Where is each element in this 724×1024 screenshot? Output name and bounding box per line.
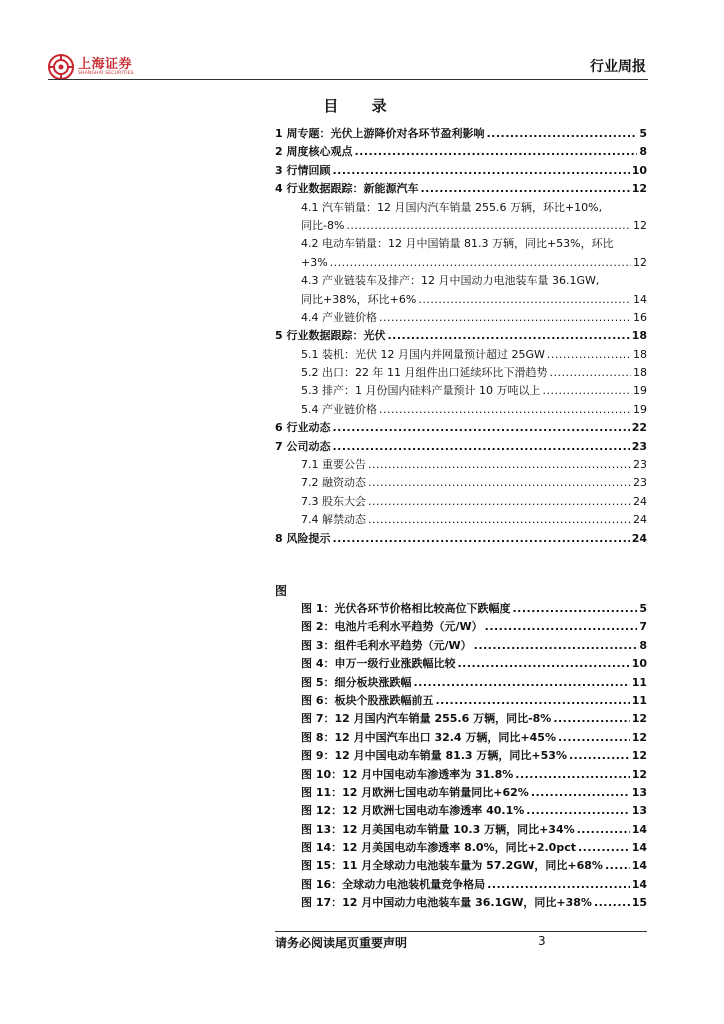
figure-entry[interactable] [275, 710, 647, 728]
leader-dots [379, 309, 631, 327]
leader-dots [512, 600, 637, 618]
figure-entry-page: 8 [639, 638, 647, 652]
toc-entry-title: 5.3 排产：1 月份国内硅料产量预计 10 万吨以上 [301, 384, 541, 398]
toc-entry-page: 18 [633, 347, 647, 361]
toc-entry[interactable] [275, 346, 647, 364]
toc-entry[interactable] [275, 254, 647, 272]
leader-dots [531, 784, 630, 802]
leader-dots [387, 327, 629, 345]
toc-entry[interactable] [275, 438, 647, 456]
page-number: 3 [538, 934, 546, 948]
toc-entry-title: 同比-8% [301, 218, 345, 232]
leader-dots [368, 511, 631, 529]
figure-entry[interactable] [275, 766, 647, 784]
toc-entry[interactable] [275, 327, 647, 345]
figure-entry-title: 图 9：12 月中国电动车销量 81.3 万辆，同比+53% [301, 749, 567, 763]
toc-entry[interactable] [275, 291, 647, 309]
figure-entry-page: 12 [631, 712, 647, 726]
toc-entry-title: 6 行业动态 [275, 421, 331, 435]
leader-dots [553, 710, 629, 728]
toc-entry-title: 5.4 产业链价格 [301, 402, 377, 416]
figure-entry[interactable] [275, 692, 647, 710]
leader-dots [346, 217, 631, 235]
logo-name-en: SHANGHAI SECURITIES [78, 70, 134, 76]
toc-entry[interactable] [275, 143, 647, 161]
toc-entry[interactable] [275, 474, 647, 492]
figure-entry-title: 图 8：12 月中国汽车出口 32.4 万辆，同比+45% [301, 730, 556, 744]
leader-dots [332, 162, 629, 180]
figure-entry[interactable] [275, 729, 647, 747]
figure-entry[interactable] [275, 674, 647, 692]
toc-entry-title: 7.2 融资动态 [301, 476, 366, 490]
toc-entry[interactable] [275, 456, 647, 474]
figure-entry-page: 14 [631, 877, 647, 891]
toc-entry-title: 2 周度核心观点 [275, 145, 353, 159]
toc-entry-title: 4.1 汽车销量：12 月国内汽车销量 255.6 万辆，环比+10%, [301, 200, 603, 214]
figure-entry-page: 14 [631, 859, 647, 873]
logo-emblem-icon [48, 54, 74, 80]
figure-entry-title: 图 1：光伏各环节价格相比较高位下跌幅度 [301, 602, 511, 615]
report-type: 行业周报 [590, 59, 646, 75]
toc-entry-page: 22 [631, 421, 647, 435]
toc-entry-page: 10 [631, 163, 647, 177]
toc-entry-page: 23 [631, 439, 647, 453]
figure-entry[interactable] [275, 600, 647, 618]
toc-entry[interactable] [275, 493, 647, 511]
figure-entry-page: 12 [631, 767, 647, 781]
leader-dots [418, 291, 631, 309]
leader-dots [577, 821, 630, 839]
figure-entry-page: 15 [631, 896, 647, 910]
figure-entry-title: 图 13：12 月美国电动车销量 10.3 万辆，同比+34% [301, 822, 575, 836]
figures-heading: 图 [275, 584, 288, 598]
figure-entry-page: 13 [631, 785, 647, 799]
toc-entry-title: 7.3 股东大会 [301, 494, 366, 508]
toc-entry-title: 4 行业数据跟踪：新能源汽车 [275, 182, 419, 196]
leader-dots [368, 456, 631, 474]
figure-entry-page: 7 [639, 620, 647, 634]
figure-entry-page: 14 [631, 822, 647, 836]
leader-dots [485, 618, 638, 636]
figure-entry-title: 图 10：12 月中国电动车渗透率为 31.8% [301, 767, 514, 781]
toc-entry-page: 23 [633, 458, 647, 472]
leader-dots [542, 382, 631, 400]
toc-entry-title: 5 行业数据跟踪：光伏 [275, 329, 386, 343]
toc-entry[interactable] [275, 235, 647, 253]
figure-entry-page: 5 [639, 602, 647, 615]
leader-dots [594, 894, 630, 912]
leader-dots [330, 254, 631, 272]
footer-disclaimer: 请务必阅读尾页重要声明 [275, 936, 408, 950]
figure-entry-title: 图 17：12 月中国动力电池装车量 36.1GW，同比+38% [301, 896, 592, 910]
toc-entry-page: 24 [633, 513, 647, 527]
leader-dots [526, 802, 629, 820]
figure-entry-title: 图 11：12 月欧洲七国电动车销量同比+62% [301, 785, 529, 799]
leader-dots [379, 401, 631, 419]
toc-entry-page: 18 [631, 329, 647, 343]
leader-dots [474, 637, 638, 655]
toc-entry-title: 7.4 解禁动态 [301, 513, 366, 527]
company-logo [48, 54, 134, 80]
leader-dots [558, 729, 630, 747]
figure-entry[interactable] [275, 839, 647, 857]
toc-entry[interactable] [275, 401, 647, 419]
figure-entry[interactable] [275, 784, 647, 802]
toc-entry-page: 12 [633, 255, 647, 269]
figure-entry[interactable] [275, 894, 647, 912]
toc-entry-title: 5.1 装机：光伏 12 月国内并网量预计超过 25GW [301, 347, 545, 361]
toc-entry[interactable] [275, 419, 647, 437]
toc-entry-title: 4.4 产业链价格 [301, 310, 377, 324]
toc-entry-page: 16 [633, 310, 647, 324]
toc-entry-title: 3 行情回顾 [275, 163, 331, 177]
toc-entry[interactable] [275, 272, 647, 290]
footer-divider [275, 931, 647, 932]
leader-dots [332, 438, 629, 456]
leader-dots [605, 857, 630, 875]
figure-entry-page: 13 [631, 804, 647, 818]
toc-entry[interactable] [275, 162, 647, 180]
figure-entry-page: 14 [631, 841, 647, 855]
toc-entry-page: 18 [633, 366, 647, 380]
figure-entry-title: 图 15：11 月全球动力电池装车量为 57.2GW，同比+68% [301, 859, 603, 873]
table-of-contents [275, 125, 647, 548]
figure-entry-page: 12 [631, 749, 647, 763]
toc-entry-page: 19 [633, 384, 647, 398]
figure-entry-title: 图 3：组件毛利水平趋势（元/W） [301, 638, 472, 652]
figure-entry-title: 图 14：12 月美国电动车渗透率 8.0%，同比+2.0pct [301, 841, 576, 855]
leader-dots [569, 747, 630, 765]
leader-dots [354, 143, 637, 161]
toc-entry[interactable] [275, 530, 647, 548]
leader-dots [435, 692, 629, 710]
figure-entry[interactable] [275, 655, 647, 673]
list-of-figures [275, 600, 647, 913]
figure-entry[interactable] [275, 747, 647, 765]
toc-entry-title: 5.2 出口：22 年 11 月组件出口延续环比下滑趋势 [301, 366, 548, 380]
toc-entry[interactable] [275, 180, 647, 198]
figure-entry[interactable] [275, 821, 647, 839]
leader-dots [413, 674, 629, 692]
figure-entry-page: 11 [631, 675, 647, 689]
leader-dots [486, 125, 637, 143]
leader-dots [578, 839, 630, 857]
toc-entry-title: 4.3 产业链装车及排产：12 月中国动力电池装车量 36.1GW, [301, 274, 600, 288]
figure-entry-title: 图 16：全球动力电池装机量竞争格局 [301, 877, 486, 891]
toc-entry[interactable] [275, 125, 647, 143]
figure-entry-title: 图 5：细分板块涨跌幅 [301, 675, 412, 689]
figure-entry-page: 12 [631, 730, 647, 744]
leader-dots [549, 364, 631, 382]
toc-entry-page: 24 [633, 494, 647, 508]
toc-entry-title: 同比+38%，环比+6% [301, 292, 417, 306]
figure-entry-title: 图 12：12 月欧洲七国电动车渗透率 40.1% [301, 804, 525, 818]
leader-dots [368, 493, 631, 511]
leader-dots [368, 474, 631, 492]
figure-entry-title: 图 6：板块个股涨跌幅前五 [301, 693, 434, 707]
leader-dots [547, 346, 631, 364]
leader-dots [332, 530, 629, 548]
toc-entry-page: 24 [631, 531, 647, 545]
toc-entry[interactable] [275, 309, 647, 327]
figure-entry-title: 图 7：12 月国内汽车销量 255.6 万辆，同比-8% [301, 712, 552, 726]
toc-entry-title: 4.2 电动车销量：12 月中国销量 81.3 万辆，同比+53%，环比 [301, 237, 614, 251]
figure-entry[interactable] [275, 876, 647, 894]
toc-entry[interactable] [275, 511, 647, 529]
toc-entry-title: +3% [301, 255, 328, 269]
toc-entry-page: 8 [639, 145, 647, 159]
toc-entry[interactable] [275, 364, 647, 382]
toc-entry-title: 1 周专题：光伏上游降价对各环节盈利影响 [275, 127, 485, 140]
figure-entry[interactable] [275, 637, 647, 655]
toc-entry[interactable] [275, 217, 647, 235]
figure-entry[interactable] [275, 618, 647, 636]
page-header [48, 52, 648, 82]
figure-entry[interactable] [275, 802, 647, 820]
toc-entry-title: 7 公司动态 [275, 439, 331, 453]
leader-dots [457, 655, 629, 673]
toc-entry-page: 23 [633, 476, 647, 490]
logo-name-cn: 上海证券 [78, 56, 133, 72]
toc-entry-title: 8 风险提示 [275, 531, 331, 545]
leader-dots [515, 766, 629, 784]
leader-dots [420, 180, 629, 198]
header-divider [48, 79, 648, 80]
toc-entry[interactable] [275, 382, 647, 400]
toc-entry-page: 5 [639, 127, 647, 140]
figure-entry-title: 图 4：申万一级行业涨跌幅比较 [301, 657, 456, 671]
leader-dots [487, 876, 630, 894]
toc-entry-page: 12 [633, 218, 647, 232]
toc-entry-page: 12 [631, 182, 647, 196]
figure-entry-page: 10 [631, 657, 647, 671]
toc-entry-page: 14 [633, 292, 647, 306]
toc-entry-title: 7.1 重要公告 [301, 458, 366, 472]
leader-dots [332, 419, 629, 437]
toc-entry[interactable] [275, 199, 647, 217]
toc-title: 目 录 [323, 97, 401, 115]
figure-entry-title: 图 2：电池片毛利水平趋势（元/W） [301, 620, 483, 634]
toc-entry-page: 19 [633, 402, 647, 416]
figure-entry[interactable] [275, 857, 647, 875]
figure-entry-page: 11 [631, 693, 647, 707]
